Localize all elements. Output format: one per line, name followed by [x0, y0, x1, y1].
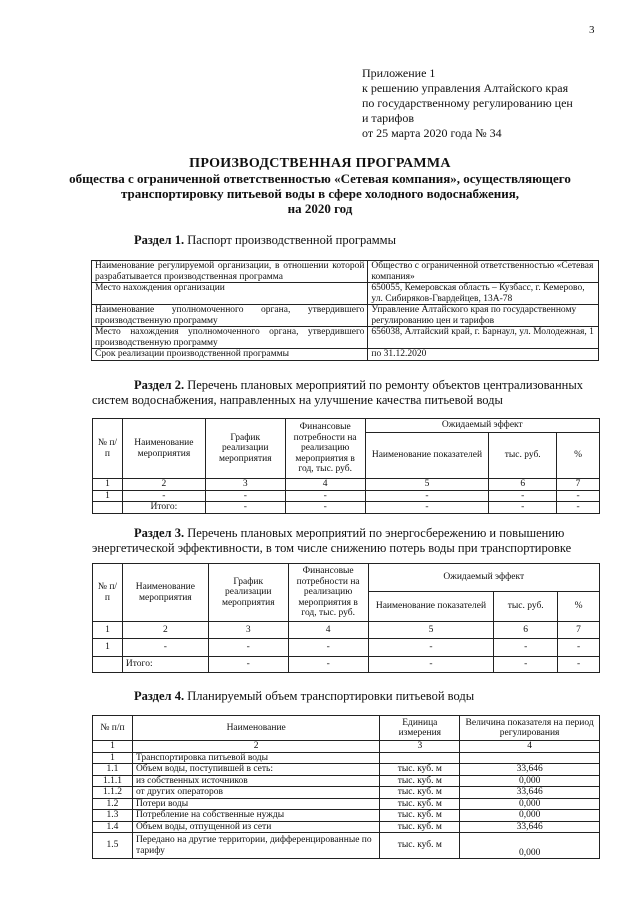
table-row: [92, 261, 599, 283]
header-num: № п/п: [93, 716, 133, 741]
row-name: из собственных источников: [132, 775, 379, 787]
header-pct: %: [558, 592, 600, 622]
table-row: [93, 490, 600, 502]
section2-label: Раздел 2.: [134, 378, 185, 392]
cell: -: [122, 490, 205, 502]
cell: -: [208, 639, 288, 657]
col-number: 4: [285, 479, 365, 491]
title-line: общества с ограниченной ответственностью «Сетевая компания», осуществляющего: [69, 171, 571, 186]
row-num: 1.4: [93, 821, 133, 833]
row-unit: тыс. куб. м: [380, 798, 460, 810]
passport-name: Место нахождения организации: [92, 283, 368, 305]
col-number: 5: [365, 479, 489, 491]
row-num: 1.1.2: [93, 787, 133, 799]
row-unit: тыс. куб. м: [380, 775, 460, 787]
row-num: 1.1: [93, 764, 133, 776]
passport-table: [91, 260, 599, 361]
col-number: 2: [132, 741, 379, 753]
row-num: 1.5: [93, 833, 133, 859]
col-number: 4: [288, 622, 368, 639]
section4-heading: [134, 689, 474, 704]
row-value: 33,646: [460, 787, 600, 799]
table-row: [93, 764, 600, 776]
column-numbers-row: [93, 479, 600, 491]
approval-line: и тарифов: [362, 111, 415, 125]
row-value: [460, 752, 600, 764]
cell: -: [288, 639, 368, 657]
energy-saving-table: [92, 563, 600, 673]
approval-block: [362, 66, 622, 141]
table-row: [92, 305, 599, 327]
header-indicator: Наименование показателей: [365, 433, 489, 479]
cell: -: [558, 639, 600, 657]
row-value: 0,000: [460, 833, 600, 859]
col-number: 3: [208, 622, 288, 639]
cell: -: [368, 657, 494, 673]
cell: -: [557, 490, 600, 502]
row-name: Передано на другие территории, дифференцированные по тарифу: [132, 833, 379, 859]
row-name: Транспортировка питьевой воды: [132, 752, 379, 764]
row-unit: тыс. куб. м: [380, 833, 460, 859]
table-row: [93, 752, 600, 764]
row-unit: тыс. куб. м: [380, 787, 460, 799]
section3-text: Перечень плановых мероприятий по энергосбережению и повышению энергетической эффективности, в том числе снижению потерь воды при транспортировке: [92, 526, 572, 555]
passport-value: 650055, Кемеровская область – Кузбасс, г. Кемерово, ул. Сибиряков-Гвардейцев, 13А-78: [368, 283, 599, 305]
table-row: [93, 810, 600, 822]
row-unit: тыс. куб. м: [380, 764, 460, 776]
table-row: [93, 821, 600, 833]
passport-value: Управление Алтайского края по государственному регулированию цен и тарифов: [368, 305, 599, 327]
approval-line: Приложение 1: [362, 66, 436, 80]
col-number: 1: [93, 479, 123, 491]
column-numbers-row: [93, 741, 600, 753]
header-rub: тыс. руб.: [494, 592, 558, 622]
section3-label: Раздел 3.: [134, 526, 185, 540]
table-row: [92, 283, 599, 305]
section1-heading: [134, 233, 396, 248]
table-row: [93, 639, 600, 657]
passport-name: Срок реализации производственной программы: [92, 349, 368, 361]
table-row: [92, 327, 599, 349]
passport-value: Общество с ограниченной ответственностью «Сетевая компания»: [368, 261, 599, 283]
header-value: Величина показателя на период регулирования: [460, 716, 600, 741]
approval-line: по государственному регулированию цен: [362, 96, 573, 110]
header-pct: %: [557, 433, 600, 479]
cell: -: [205, 490, 285, 502]
total-label: Итого:: [122, 502, 205, 514]
col-number: 7: [558, 622, 600, 639]
row-name: Потери воды: [132, 798, 379, 810]
cell: -: [205, 502, 285, 514]
cell: -: [489, 502, 557, 514]
table-row: [93, 833, 600, 859]
title-line: ПРОИЗВОДСТВЕННАЯ ПРОГРАММА: [189, 156, 451, 171]
header-num: № п/п: [93, 419, 123, 479]
section3-heading: [92, 526, 604, 556]
col-number: 4: [460, 741, 600, 753]
cell: -: [557, 502, 600, 514]
passport-value: 656038, Алтайский край, г. Барнаул, ул. Молодежная, 1: [368, 327, 599, 349]
cell: 1: [93, 639, 123, 657]
column-numbers-row: [93, 622, 600, 639]
col-number: 3: [205, 479, 285, 491]
header-num: № п/п: [93, 564, 123, 622]
cell: -: [494, 657, 558, 673]
row-name: Объем воды, отпущенной из сети: [132, 821, 379, 833]
header-schedule: График реализации мероприятия: [205, 419, 285, 479]
header-name: Наименование мероприятия: [122, 564, 208, 622]
col-number: 5: [368, 622, 494, 639]
volume-table: [92, 715, 600, 859]
header-rub: тыс. руб.: [489, 433, 557, 479]
passport-name: Наименование уполномоченного органа, утвердившего производственную программу: [92, 305, 368, 327]
header-name: Наименование мероприятия: [122, 419, 205, 479]
cell: -: [285, 490, 365, 502]
section2-heading: [92, 378, 604, 408]
title-line: на 2020 год: [287, 201, 353, 216]
row-value: 0,000: [460, 810, 600, 822]
row-value: 0,000: [460, 775, 600, 787]
row-value: 33,646: [460, 821, 600, 833]
table-row: [93, 775, 600, 787]
title-line: транспортировку питьевой воды в сфере холодного водоснабжения,: [120, 186, 520, 201]
page-number: 3: [589, 24, 595, 36]
section2-text: Перечень плановых мероприятий по ремонту объектов централизованных систем водоснабжения, направленных на улучшение качества питьевой воды: [92, 378, 583, 407]
cell: -: [558, 657, 600, 673]
total-row: [93, 657, 600, 673]
row-num: 1.1.1: [93, 775, 133, 787]
row-name: Потребление на собственные нужды: [132, 810, 379, 822]
cell: -: [365, 502, 489, 514]
row-num: 1.3: [93, 810, 133, 822]
row-num: 1.2: [93, 798, 133, 810]
header-effect: Ожидаемый эффект: [365, 419, 599, 433]
section4-label: Раздел 4.: [134, 689, 185, 703]
cell: -: [288, 657, 368, 673]
col-number: 1: [93, 741, 133, 753]
header-effect: Ожидаемый эффект: [368, 564, 599, 592]
repair-measures-table: [92, 418, 600, 514]
passport-value: по 31.12.2020: [368, 349, 599, 361]
section1-text: Паспорт производственной программы: [187, 233, 396, 247]
col-number: 7: [557, 479, 600, 491]
row-name: от других операторов: [132, 787, 379, 799]
section1-label: Раздел 1.: [134, 233, 185, 247]
row-unit: [380, 752, 460, 764]
row-value: 0,000: [460, 798, 600, 810]
header-indicator: Наименование показателей: [368, 592, 494, 622]
header-finance: Финансовые потребности на реализацию мероприятия в год, тыс. руб.: [288, 564, 368, 622]
table-row: [93, 798, 600, 810]
cell: 1: [93, 490, 123, 502]
passport-name: Наименование регулируемой организации, в отношении которой разрабатывается производственная программа: [92, 261, 368, 283]
header-schedule: График реализации мероприятия: [208, 564, 288, 622]
table-row: [92, 349, 599, 361]
total-label: Итого:: [122, 657, 208, 673]
col-number: 3: [380, 741, 460, 753]
cell: -: [368, 639, 494, 657]
table-row: [93, 787, 600, 799]
col-number: 2: [122, 622, 208, 639]
header-unit: Единица измерения: [380, 716, 460, 741]
col-number: 1: [93, 622, 123, 639]
row-unit: тыс. куб. м: [380, 810, 460, 822]
section4-text: Планируемый объем транспортировки питьевой воды: [187, 689, 475, 703]
header-finance: Финансовые потребности на реализацию мероприятия в год, тыс. руб.: [285, 419, 365, 479]
row-value: 33,646: [460, 764, 600, 776]
col-number: 6: [489, 479, 557, 491]
header-name: Наименование: [132, 716, 379, 741]
row-num: 1: [93, 752, 133, 764]
col-number: 6: [494, 622, 558, 639]
document-title: [60, 156, 580, 216]
row-unit: тыс. куб. м: [380, 821, 460, 833]
passport-name: Место нахождения уполномоченного органа, утвердившего производственную программу: [92, 327, 368, 349]
row-name: Объем воды, поступившей в сеть:: [132, 764, 379, 776]
cell: -: [122, 639, 208, 657]
cell: -: [494, 639, 558, 657]
total-row: [93, 502, 600, 514]
approval-line: от 25 марта 2020 года № 34: [362, 126, 502, 140]
approval-line: к решению управления Алтайского края: [362, 81, 569, 95]
cell: -: [365, 490, 489, 502]
cell: -: [208, 657, 288, 673]
cell: -: [489, 490, 557, 502]
cell: -: [285, 502, 365, 514]
col-number: 2: [122, 479, 205, 491]
